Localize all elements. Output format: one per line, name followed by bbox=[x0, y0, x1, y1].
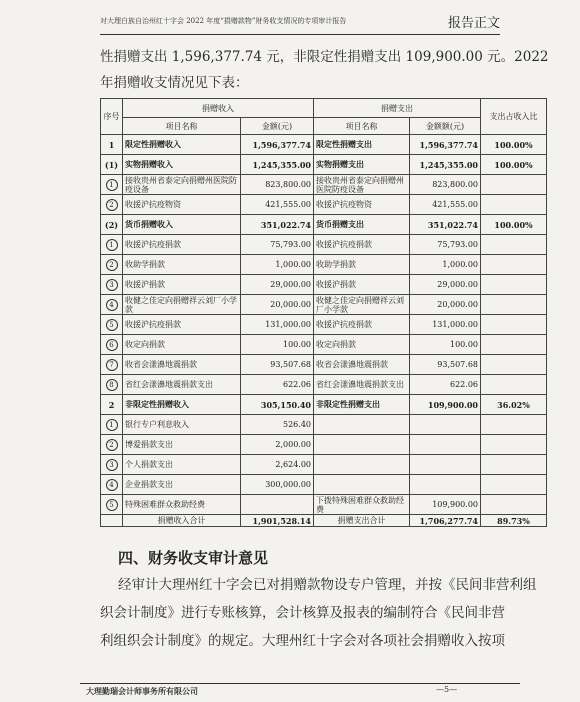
row-ratio bbox=[481, 235, 547, 255]
row-seq: 2 bbox=[101, 395, 123, 415]
row-ratio bbox=[481, 495, 547, 515]
table-row bbox=[101, 475, 547, 495]
row-expense-name: 下拨特殊困难群众救助经费 bbox=[314, 495, 410, 515]
row-seq bbox=[101, 475, 123, 495]
table-row bbox=[101, 495, 547, 515]
table-row bbox=[101, 375, 547, 395]
row-income-name: 收定向捐款 bbox=[123, 335, 241, 355]
table-row bbox=[101, 415, 547, 435]
row-seq bbox=[101, 355, 123, 375]
row-income-amount: 526.40 bbox=[241, 415, 314, 435]
circled-number: 1 bbox=[106, 179, 118, 191]
row-income-name: 收援沪抗疫捐款 bbox=[123, 315, 241, 335]
col-seq-header: 序号 bbox=[101, 99, 123, 135]
row-seq bbox=[101, 455, 123, 475]
table-row bbox=[101, 295, 547, 315]
row-seq bbox=[101, 415, 123, 435]
row-expense-name: 收援沪捐款 bbox=[314, 275, 410, 295]
row-expense-name: 收健之佳定向捐赠祥云刘厂小学款 bbox=[314, 295, 410, 315]
total-income-label: 捐赠收入合计 bbox=[123, 515, 241, 527]
row-income-name: 收援沪抗疫捐款 bbox=[123, 235, 241, 255]
row-income-amount: 20,000.00 bbox=[241, 295, 314, 315]
row-expense-amount: 131,000.00 bbox=[410, 315, 481, 335]
row-expense-amount: 351,022.74 bbox=[410, 215, 481, 235]
row-income-name: 收助学捐款 bbox=[123, 255, 241, 275]
intro-line-1: 性捐赠支出 1,596,377.74 元，非限定性捐赠支出 109,900.00 元。2022 bbox=[100, 49, 549, 65]
row-expense-amount: 1,596,377.74 bbox=[410, 135, 481, 155]
intro-line-2: 年捐赠收支情况见下表： bbox=[100, 75, 249, 91]
table-row bbox=[101, 255, 547, 275]
circled-number: 4 bbox=[106, 299, 118, 311]
circled-number: 8 bbox=[106, 379, 118, 391]
page-footer bbox=[80, 683, 520, 700]
col-expense-item-header: 项目名称 bbox=[314, 118, 410, 135]
row-ratio bbox=[481, 175, 547, 195]
row-expense-name: 收援沪抗疫捐款 bbox=[314, 235, 410, 255]
row-income-name: 接收贵州省泰定向捐赠州医院防疫设备 bbox=[123, 175, 241, 195]
row-expense-name: 收定向捐款 bbox=[314, 335, 410, 355]
table-row bbox=[101, 195, 547, 215]
section-heading: 四、财务收支审计意见 bbox=[118, 549, 269, 567]
row-expense-name bbox=[314, 475, 410, 495]
paragraph-line-2: 织会计制度》进行专账核算，会计核算及报表的编制符合《民间非营 bbox=[100, 605, 505, 621]
table-row bbox=[101, 355, 547, 375]
row-expense-amount: 622.06 bbox=[410, 375, 481, 395]
circled-number: 2 bbox=[106, 199, 118, 211]
row-expense-name bbox=[314, 455, 410, 475]
row-ratio bbox=[481, 295, 547, 315]
table-row bbox=[101, 395, 547, 415]
row-income-name: 企业捐款支出 bbox=[123, 475, 241, 495]
row-expense-amount bbox=[410, 415, 481, 435]
row-seq bbox=[101, 195, 123, 215]
total-ratio: 89.73% bbox=[481, 515, 547, 527]
total-expense-label: 捐赠支出合计 bbox=[314, 515, 410, 527]
row-income-amount bbox=[241, 495, 314, 515]
row-expense-name: 非限定性捐赠支出 bbox=[314, 395, 410, 415]
row-income-amount: 2,000.00 bbox=[241, 435, 314, 455]
row-expense-amount: 75,793.00 bbox=[410, 235, 481, 255]
row-income-amount: 2,624.00 bbox=[241, 455, 314, 475]
circled-number: 4 bbox=[106, 479, 118, 491]
row-ratio bbox=[481, 435, 547, 455]
row-ratio bbox=[481, 475, 547, 495]
row-ratio bbox=[481, 255, 547, 275]
row-expense-amount: 421,555.00 bbox=[410, 195, 481, 215]
paragraph-line-3: 利组织会计制度》的规定。大理州红十字会对各项社会捐赠收入按项 bbox=[100, 633, 505, 649]
row-seq bbox=[101, 375, 123, 395]
header-report-title: 对大理白族自治州红十字会 2022 年度“捐赠款物”财务收支情况的专项审计报告 bbox=[100, 17, 347, 25]
col-income-header: 捐赠收入 bbox=[123, 99, 314, 118]
row-expense-name: 收援沪抗疫捐款 bbox=[314, 315, 410, 335]
row-ratio bbox=[481, 275, 547, 295]
row-ratio bbox=[481, 455, 547, 475]
row-expense-name: 实物捐赠支出 bbox=[314, 155, 410, 175]
row-seq: 1 bbox=[101, 135, 123, 155]
row-income-amount: 100.00 bbox=[241, 335, 314, 355]
row-income-amount: 93,507.68 bbox=[241, 355, 314, 375]
table-row bbox=[101, 235, 547, 255]
row-income-name: 个人捐款支出 bbox=[123, 455, 241, 475]
row-income-name: 特殊困难群众救助经费 bbox=[123, 495, 241, 515]
table-row bbox=[101, 215, 547, 235]
row-income-amount: 823,800.00 bbox=[241, 175, 314, 195]
footer-firm-name: 大理勤瑞会计师事务所有限公司 bbox=[86, 686, 198, 696]
row-expense-name: 限定性捐赠支出 bbox=[314, 135, 410, 155]
circled-number: 5 bbox=[106, 499, 118, 511]
col-ratio-header: 支出占收入比 bbox=[481, 99, 547, 135]
row-income-name: 收援沪抗疫物资 bbox=[123, 195, 241, 215]
row-expense-name bbox=[314, 435, 410, 455]
row-seq bbox=[101, 295, 123, 315]
row-seq bbox=[101, 175, 123, 195]
table-row bbox=[101, 455, 547, 475]
row-seq bbox=[101, 495, 123, 515]
row-ratio bbox=[481, 415, 547, 435]
row-ratio: 100.00% bbox=[481, 215, 547, 235]
table-total-row bbox=[101, 515, 547, 527]
row-expense-amount: 109,900.00 bbox=[410, 495, 481, 515]
row-ratio bbox=[481, 335, 547, 355]
row-expense-amount: 100.00 bbox=[410, 335, 481, 355]
row-income-name: 收省会漾濞地震捐款 bbox=[123, 355, 241, 375]
row-expense-name: 省红会漾濞地震捐款支出 bbox=[314, 375, 410, 395]
row-ratio bbox=[481, 375, 547, 395]
paragraph-line-1: 经审计大理州红十字会已对捐赠款物设专户管理，并按《民间非营利组 bbox=[118, 577, 537, 593]
row-income-amount: 421,555.00 bbox=[241, 195, 314, 215]
row-income-name: 博爱捐款支出 bbox=[123, 435, 241, 455]
row-seq bbox=[101, 235, 123, 255]
row-income-name: 银行专户利息收入 bbox=[123, 415, 241, 435]
row-income-amount: 29,000.00 bbox=[241, 275, 314, 295]
row-income-name: 货币捐赠收入 bbox=[123, 215, 241, 235]
row-income-amount: 622.06 bbox=[241, 375, 314, 395]
total-expense-amount: 1,706,277.74 bbox=[410, 515, 481, 527]
row-seq bbox=[101, 275, 123, 295]
donation-table bbox=[100, 98, 547, 527]
page-number: —5— bbox=[436, 685, 458, 694]
row-seq: (1) bbox=[101, 155, 123, 175]
col-expense-amount-header: 金额额(元) bbox=[410, 118, 481, 135]
table-row bbox=[101, 155, 547, 175]
row-income-amount: 300,000.00 bbox=[241, 475, 314, 495]
circled-number: 1 bbox=[106, 239, 118, 251]
row-ratio: 100.00% bbox=[481, 155, 547, 175]
table-row bbox=[101, 435, 547, 455]
row-expense-amount: 20,000.00 bbox=[410, 295, 481, 315]
row-income-amount: 1,596,377.74 bbox=[241, 135, 314, 155]
row-ratio bbox=[481, 195, 547, 215]
row-ratio bbox=[481, 315, 547, 335]
row-income-amount: 1,245,355.00 bbox=[241, 155, 314, 175]
circled-number: 2 bbox=[106, 439, 118, 451]
circled-number: 5 bbox=[106, 319, 118, 331]
table-row bbox=[101, 315, 547, 335]
header-section-label: 报告正文 bbox=[447, 16, 500, 31]
row-seq bbox=[101, 435, 123, 455]
table-row bbox=[101, 135, 547, 155]
row-expense-amount: 823,800.00 bbox=[410, 175, 481, 195]
row-seq bbox=[101, 255, 123, 275]
circled-number: 2 bbox=[106, 259, 118, 271]
row-income-name: 收健之佳定向捐赠祥云刘厂小学款 bbox=[123, 295, 241, 315]
col-income-item-header: 项目名称 bbox=[123, 118, 241, 135]
row-expense-amount: 109,900.00 bbox=[410, 395, 481, 415]
row-seq: (2) bbox=[101, 215, 123, 235]
row-ratio: 36.02% bbox=[481, 395, 547, 415]
row-ratio bbox=[481, 355, 547, 375]
circled-number: 3 bbox=[106, 279, 118, 291]
row-income-amount: 305,150.40 bbox=[241, 395, 314, 415]
circled-number: 3 bbox=[106, 459, 118, 471]
row-income-name: 限定性捐赠收入 bbox=[123, 135, 241, 155]
row-income-amount: 1,000.00 bbox=[241, 255, 314, 275]
row-income-amount: 351,022.74 bbox=[241, 215, 314, 235]
row-expense-name: 货币捐赠支出 bbox=[314, 215, 410, 235]
circled-number: 6 bbox=[106, 339, 118, 351]
row-income-amount: 75,793.00 bbox=[241, 235, 314, 255]
row-expense-name: 收助学捐款 bbox=[314, 255, 410, 275]
row-expense-amount bbox=[410, 455, 481, 475]
row-expense-amount bbox=[410, 475, 481, 495]
row-income-name: 收援沪捐款 bbox=[123, 275, 241, 295]
row-expense-name bbox=[314, 415, 410, 435]
col-expense-header: 捐赠支出 bbox=[314, 99, 481, 118]
row-expense-amount: 29,000.00 bbox=[410, 275, 481, 295]
circled-number: 1 bbox=[106, 419, 118, 431]
table-row bbox=[101, 175, 547, 195]
table-row bbox=[101, 335, 547, 355]
row-expense-amount: 1,245,355.00 bbox=[410, 155, 481, 175]
row-expense-name: 收援沪抗疫物资 bbox=[314, 195, 410, 215]
row-income-name: 省红会漾濞地震捐款支出 bbox=[123, 375, 241, 395]
row-ratio: 100.00% bbox=[481, 135, 547, 155]
row-expense-name: 收省会漾濞地震捐款 bbox=[314, 355, 410, 375]
row-income-name: 非限定性捐赠收入 bbox=[123, 395, 241, 415]
total-income-amount: 1,901,528.14 bbox=[241, 515, 314, 527]
row-income-name: 实物捐赠收入 bbox=[123, 155, 241, 175]
col-income-amount-header: 金额(元) bbox=[241, 118, 314, 135]
running-header bbox=[100, 12, 500, 35]
table-row bbox=[101, 275, 547, 295]
row-expense-name: 接收贵州省泰定向捐赠州医院防疫设备 bbox=[314, 175, 410, 195]
row-seq bbox=[101, 335, 123, 355]
row-income-amount: 131,000.00 bbox=[241, 315, 314, 335]
row-expense-amount: 1,000.00 bbox=[410, 255, 481, 275]
row-expense-amount bbox=[410, 435, 481, 455]
row-expense-amount: 93,507.68 bbox=[410, 355, 481, 375]
circled-number: 7 bbox=[106, 359, 118, 371]
row-seq bbox=[101, 315, 123, 335]
